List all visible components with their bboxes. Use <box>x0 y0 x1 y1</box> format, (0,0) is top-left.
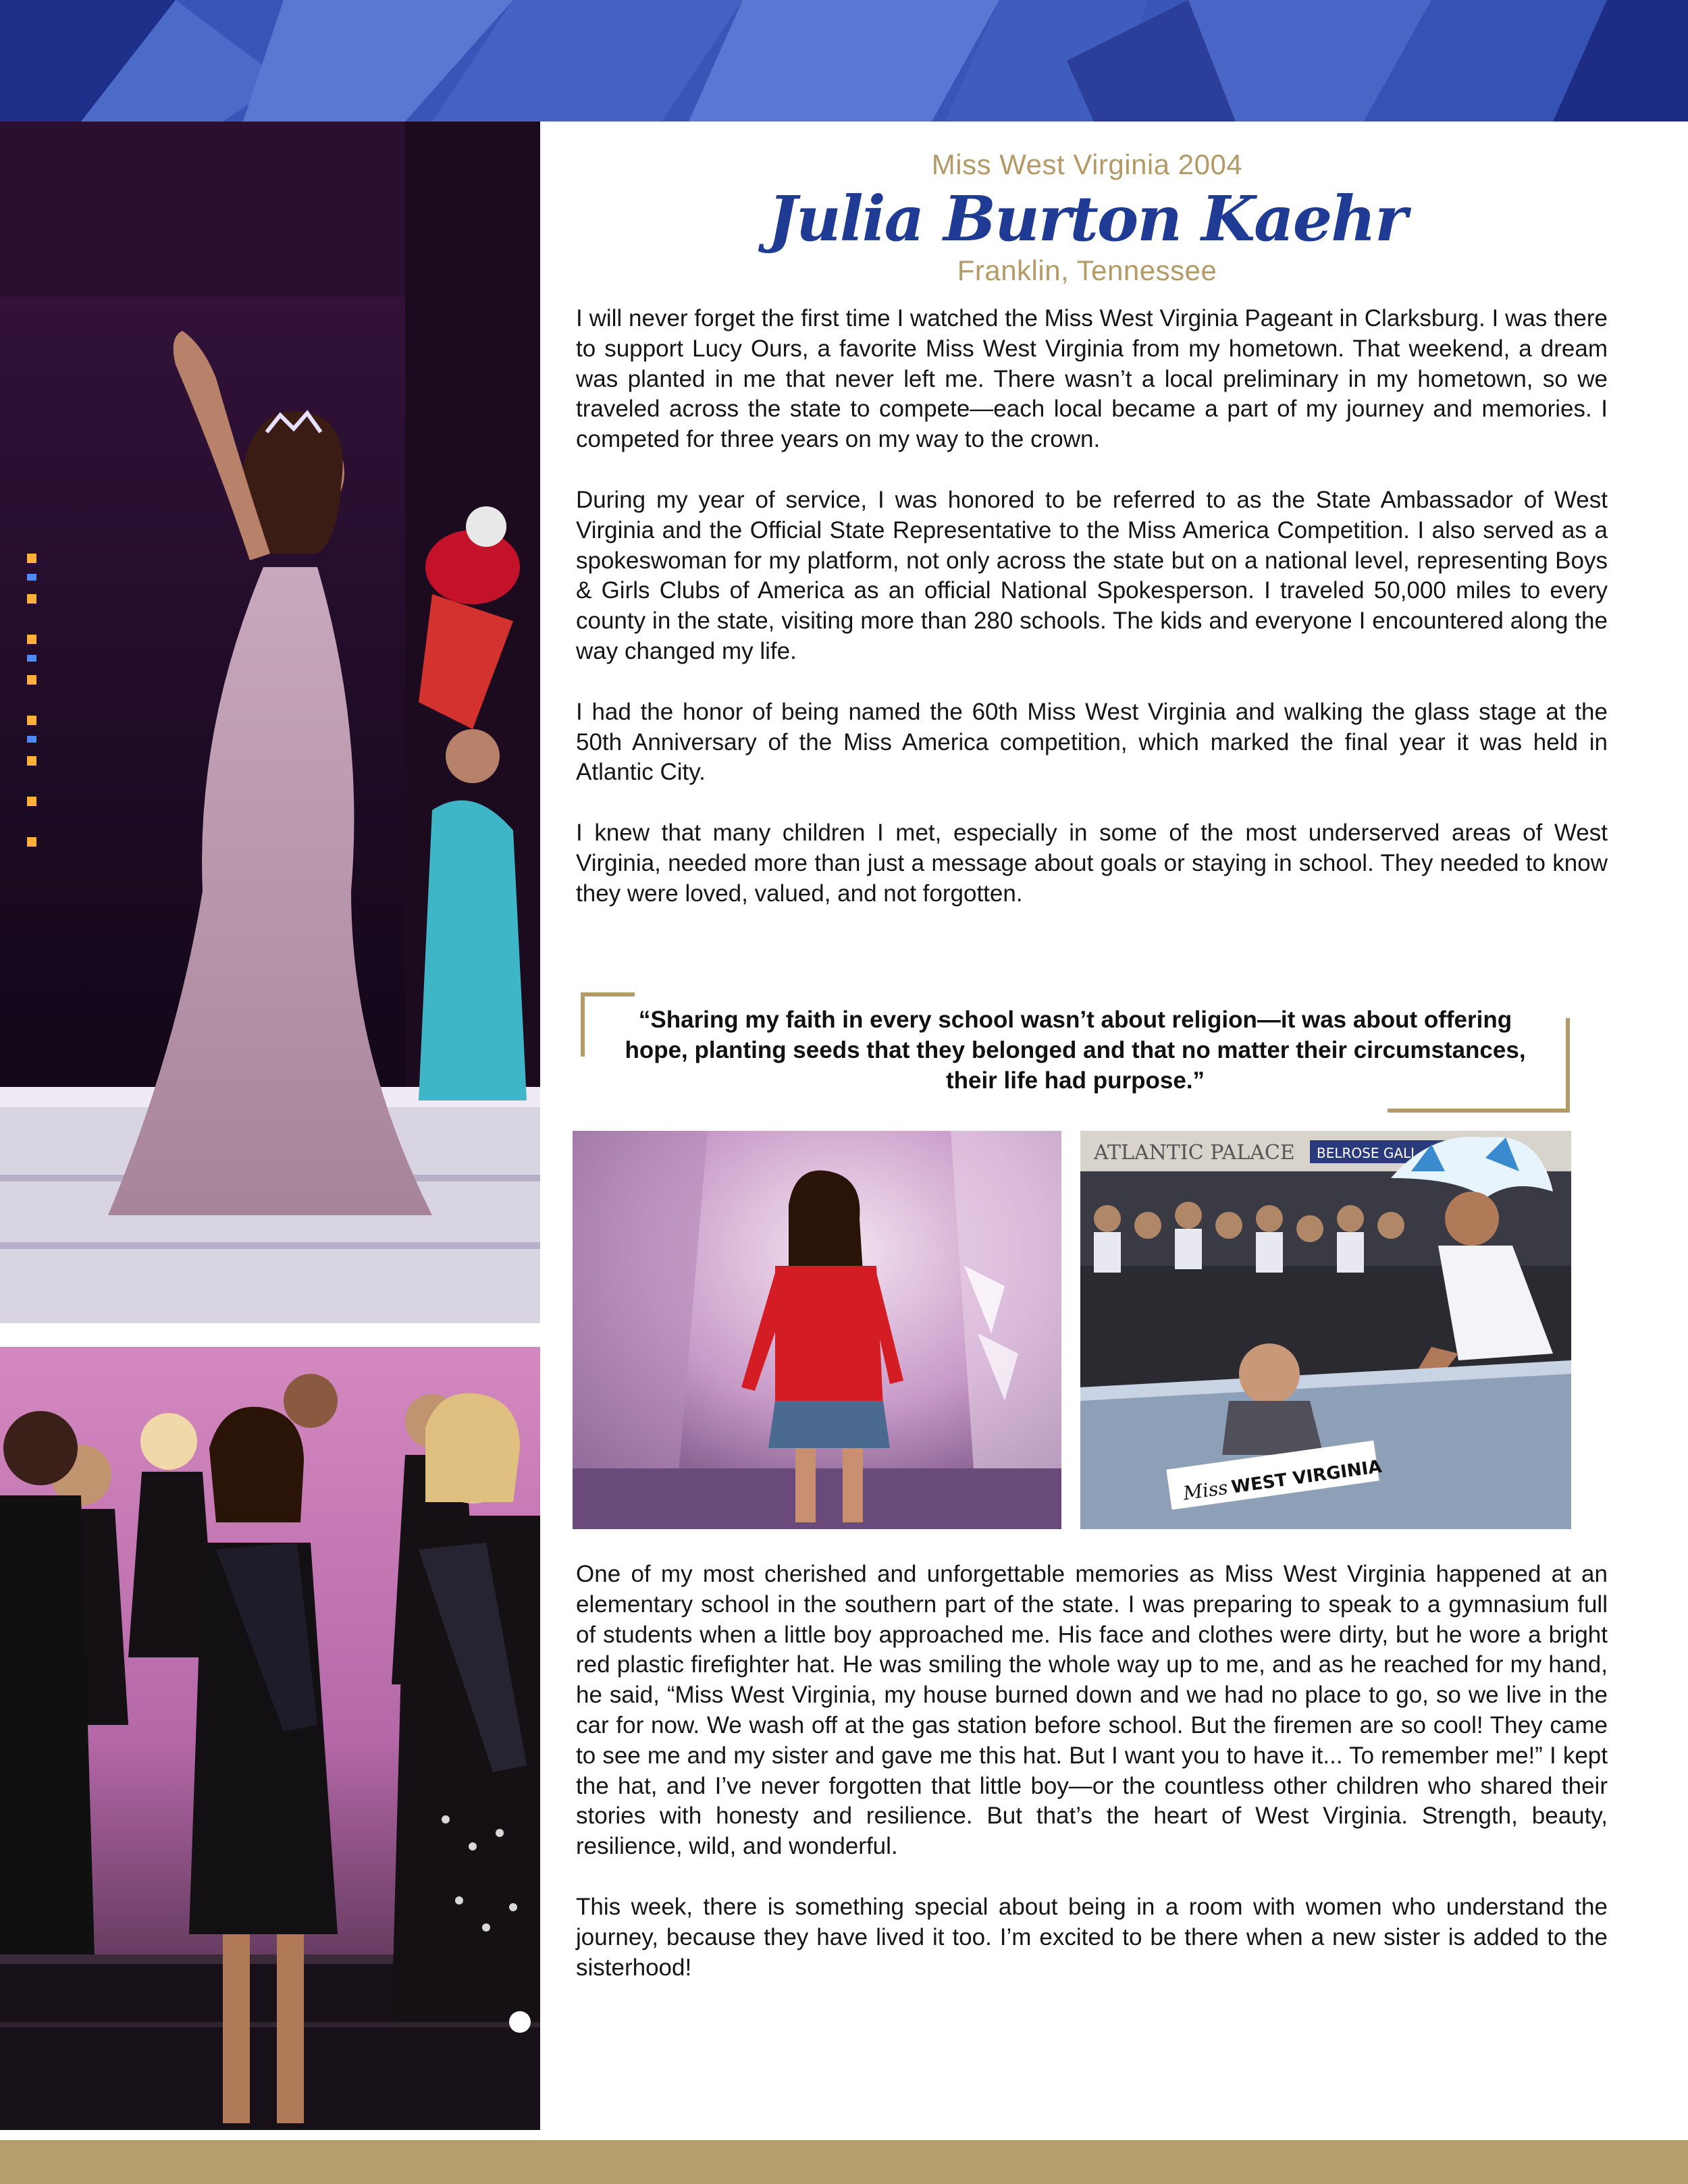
bottom-bar <box>0 2140 1688 2184</box>
article-bottom <box>576 1560 1608 1983</box>
paragraph: This week, there is something special about being in a room with women who understand the journey, because they have lived it too. I’m excited to be there when a new sister is added to the sisterhood! <box>576 1893 1608 1981</box>
pull-quote-text: “Sharing my faith in every school wasn’t about religion—it was about offering hope, planting seeds that they belonged and that no matter their circumstances, their life had purpose.” <box>625 1007 1526 1094</box>
crowning-photo-graphic <box>0 122 540 1323</box>
top-banner <box>0 0 1688 122</box>
quote-border <box>1388 1109 1570 1113</box>
car-sign-script: Miss <box>1182 1476 1230 1505</box>
hometown: Franklin, Tennessee <box>957 255 1217 286</box>
article-top <box>576 304 1608 909</box>
paragraph: I knew that many children I met, especially in some of the most underserved areas of West Virginia, needed more than just a message about goals or staying in school. They needed to know they were loved, valued, and not forgotten. <box>576 820 1608 907</box>
car-sign-state: WEST VIRGINIA <box>1230 1456 1383 1498</box>
quote-border <box>1566 1018 1570 1113</box>
quote-border <box>581 992 585 1057</box>
runway-photo-graphic <box>573 1131 1061 1529</box>
paragraph: I had the honor of being named the 60th Miss West Virginia and walking the glass stage at the 50th Anniversary of the Miss America competition, which marked the final year it was held in Atlantic City. <box>576 698 1608 786</box>
title-block <box>540 147 1634 288</box>
paragraph: One of my most cherished and unforgettable memories as Miss West Virginia happened at an elementary school in the southern part of the state. I was preparing to speak to a gymnasium full of students when a little boy approached me. His face and clothes were dirty, but he wore a bright red plastic firefighter hat. He was smiling the whole way up to me, and as he reached for my hand, he said, “Miss West Virginia, my house burned down and we had no place to go, so we live in the car for now. We wash off at the gas station before school. But the firemen are so cool! They came to see me and my sister and gave me this hat. But I want you to have it... To remember me!” I kept the hat, and I’ve never forgotten that little boy—or the countless other children who shared their stories with honesty and resilience. But that’s the heart of West Virginia. Strength, beauty, resilience, wild, and wonderful. <box>576 1561 1608 1860</box>
quote-border <box>581 992 635 996</box>
contestants-photo <box>0 1347 540 2130</box>
parade-sign-text: ATLANTIC PALACE <box>1094 1141 1295 1165</box>
runway-photo <box>573 1131 1061 1529</box>
banner-graphic <box>0 0 1688 122</box>
title-eyebrow: Miss West Virginia 2004 <box>931 149 1243 180</box>
page-title: Julia Burton Kaehr <box>768 182 1406 255</box>
pull-quote <box>581 992 1570 1113</box>
paragraph: I will never forget the first time I watched the Miss West Virginia Pageant in Clarksburg. I was there to support Lucy Ours, a favorite Miss West Virginia from my hometown. That weekend, a dream was planted in me that never left me. There wasn’t a local preliminary in my hometown, so we traveled across the state to compete—each local became a part of my journey and memories. I competed for three years on my way to the crown. <box>576 305 1608 453</box>
parade-photo <box>1080 1131 1571 1529</box>
contestants-photo-graphic <box>0 1347 540 2130</box>
crowning-photo <box>0 122 540 1323</box>
parade-sign-text-2: BELROSE GALL <box>1317 1145 1419 1161</box>
parade-photo-graphic <box>1080 1131 1571 1529</box>
paragraph: During my year of service, I was honored to be referred to as the State Ambassador of West Virginia and the Official State Representative to the Miss America Competition. I also served as a spokeswoman for my platform, not only across the state but on a national level, representing Boys & Girls Clubs of America as an official National Spokesperson. I traveled 50,000 miles to every county in the state, visiting more than 280 schools. The kids and everyone I encountered along the way changed my life. <box>576 486 1608 664</box>
